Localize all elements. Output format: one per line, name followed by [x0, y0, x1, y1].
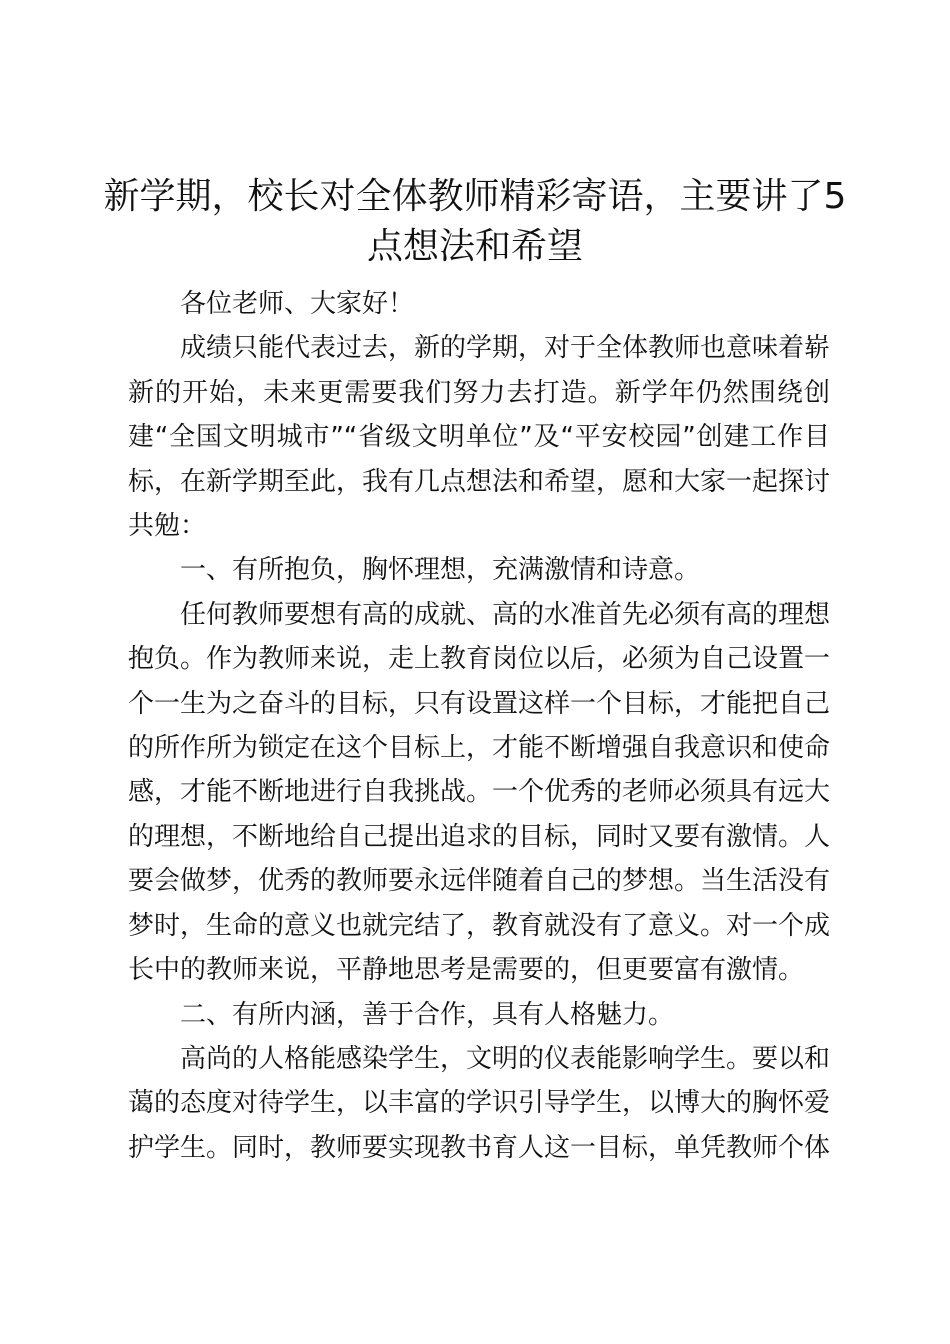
document-body — [128, 282, 830, 1170]
document-title: 新学期，校长对全体教师精彩寄语，主要讲了5点想法和希望 — [103, 176, 847, 267]
greeting-paragraph: 各位老师、大家好！ — [180, 289, 415, 319]
section-1-paragraph: 任何教师要想有高的成就、高的水准首先必须有高的理想抱负。作为教师来说，走上教育岗位以后，必须为自己设置一个一生为之奋斗的目标，只有设置这样一个目标，才能把自己的所作所为锁定在这个目标上，才能不断增强自我意识和使命感，才能不断地进行自我挑战。一个优秀的老师必须具有远大的理想，不断地给自己提出追求的目标，同时又要有激情。人要会做梦，优秀的教师要永远伴随着自己的梦想。当生活没有梦时，生命的意义也就完结了，教育就没有了意义。对一个成长中的教师来说，平静地思考是需要的，但更要富有激情。 — [128, 599, 831, 986]
section-2-paragraph: 高尚的人格能感染学生，文明的仪表能影响学生。要以和蔼的态度对待学生，以丰富的学识引导学生，以博大的胸怀爱护学生。同时，教师要实现教书育人这一目标，单凭教师个体 — [128, 1043, 831, 1163]
section-heading-2: 二、有所内涵，善于合作，具有人格魅力。 — [180, 999, 675, 1030]
intro-paragraph: 成绩只能代表过去，新的学期，对于全体教师也意味着崭新的开始，未来更需要我们努力去打造。新学年仍然围绕创建“全国文明城市”“省级文明单位”及“平安校园”创建工作目标，在新学期至此，我有几点想法和希望，愿和大家一起探讨共勉： — [128, 333, 831, 542]
section-heading-1: 一、有所抱负，胸怀理想，充满激情和诗意。 — [180, 555, 701, 586]
